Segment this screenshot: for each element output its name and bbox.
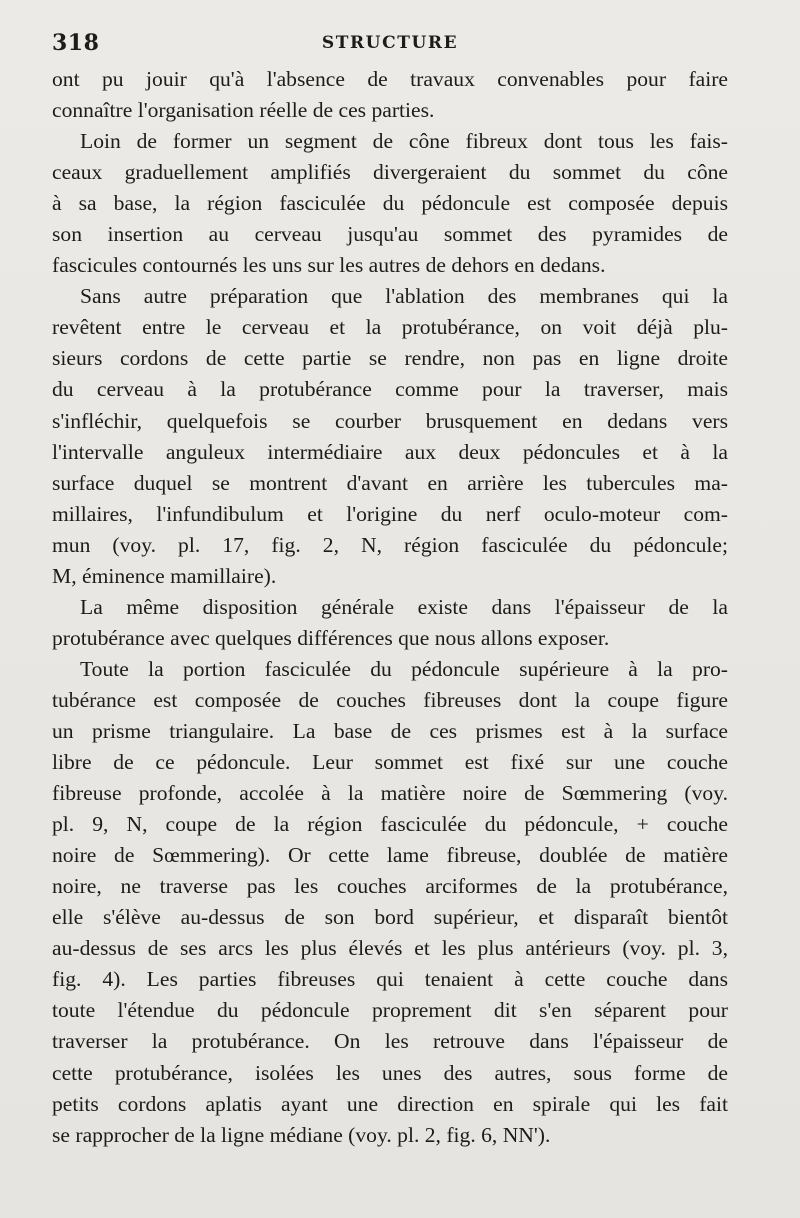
text-line: libre de ce pédoncule. Leur sommet est fixé sur une couche [52, 750, 728, 775]
text-line: La même disposition générale existe dans l'épaisseur de la [80, 594, 728, 619]
text-line: surface duquel se montrent d'avant en arrière les tubercules ma- [52, 470, 728, 495]
text-line: fascicules contournés les uns sur les autres de dehors en dedans. [52, 253, 606, 278]
text-line: protubérance avec quelques différences que nous allons exposer. [52, 625, 610, 650]
text-line: du cerveau à la protubérance comme pour la traverser, mais [52, 377, 728, 402]
page-number: 318 [52, 30, 100, 56]
text-line: Sans autre préparation que l'ablation des membranes qui la [80, 284, 728, 309]
text-line: l'intervalle anguleux intermédiaire aux deux pédoncules et à la [52, 439, 728, 464]
text-line: traverser la protubérance. On les retrouve dans l'épaisseur de [52, 1029, 728, 1054]
text-line: son insertion au cerveau jusqu'au sommet des pyramides de [52, 222, 728, 247]
text-line: revêtent entre le cerveau et la protubérance, on voit déjà plu- [52, 315, 728, 340]
text-line: noire de Sœmmering). Or cette lame fibreuse, doublée de matière [52, 843, 728, 868]
text-line: fig. 4). Les parties fibreuses qui tenaient à cette couche dans [52, 967, 728, 992]
text-line: pl. 9, N, coupe de la région fasciculée du pédoncule, + couche [52, 812, 728, 837]
text-line: elle s'élève au-dessus de son bord supérieur, et disparaît bientôt [52, 905, 728, 930]
running-head [52, 30, 728, 62]
text-line: petits cordons aplatis ayant une direction en spirale qui les fait [52, 1091, 728, 1116]
text-line: M, éminence mamillaire). [52, 563, 277, 588]
body-text [52, 64, 728, 1151]
text-line: Loin de former un segment de cône fibreux dont tous les fais- [80, 129, 728, 154]
text-line: ont pu jouir qu'à l'absence de travaux convenables pour faire [52, 67, 728, 91]
text-line: connaître l'organisation réelle de ces parties. [52, 98, 435, 123]
text-line: Toute la portion fasciculée du pédoncule supérieure à la pro- [80, 656, 728, 681]
text-line: ceaux graduellement amplifiés divergeraient du sommet du cône [52, 160, 728, 185]
text-line: toute l'étendue du pédoncule proprement dit s'en séparent pour [52, 998, 728, 1023]
text-line: cette protubérance, isolées les unes des autres, sous forme de [52, 1060, 728, 1085]
text-line: au-dessus de ses arcs les plus élevés et les plus antérieurs (voy. pl. 3, [52, 936, 728, 961]
text-line: mun (voy. pl. 17, fig. 2, N, région fasciculée du pédoncule; [52, 532, 728, 557]
text-line: noire, ne traverse pas les couches arciformes de la protubérance, [52, 874, 728, 899]
text-line: millaires, l'infundibulum et l'origine du nerf oculo-moteur com- [52, 501, 728, 526]
text-line: fibreuse profonde, accolée à la matière noire de Sœmmering (voy. [52, 781, 728, 806]
running-title: STRUCTURE [321, 33, 459, 53]
text-line: tubérance est composée de couches fibreuses dont la coupe figure [52, 687, 728, 712]
text-line: à sa base, la région fasciculée du pédoncule est composée depuis [52, 191, 728, 216]
text-line: se rapprocher de la ligne médiane (voy. pl. 2, fig. 6, NN'). [52, 1122, 551, 1147]
text-line: s'infléchir, quelquefois se courber brusquement en dedans vers [52, 408, 728, 433]
text-line: un prisme triangulaire. La base de ces prismes est à la surface [52, 718, 728, 743]
text-line: sieurs cordons de cette partie se rendre, non pas en ligne droite [52, 346, 728, 371]
